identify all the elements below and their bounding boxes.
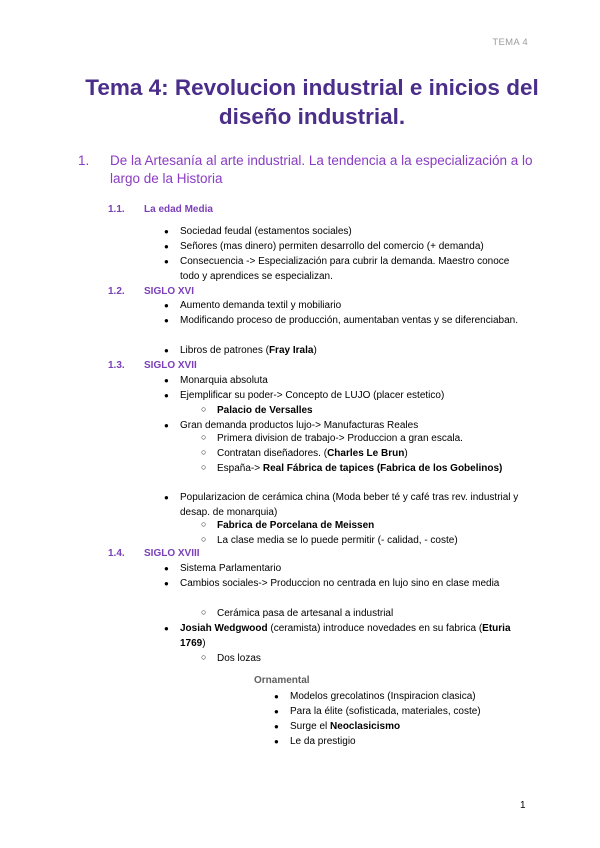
item-text: Popularizacion de cerámica china (Moda beber té y café tras rev. industrial y desap. de monarquia) <box>180 492 519 518</box>
item-text: España-> Real Fábrica de tapices (Fabrica de los Gobelinos) <box>217 463 503 474</box>
sub-list-item <box>201 606 517 621</box>
subsection-title: SIGLO XVII <box>144 360 197 371</box>
item-text: Le da prestigio <box>290 736 356 747</box>
bullet-marker: ● <box>164 493 169 502</box>
list-item <box>164 621 520 651</box>
item-text: Aumento demanda textil y mobiliario <box>180 300 342 311</box>
item-text: Dos lozas <box>217 653 261 664</box>
bullet-marker: ● <box>164 242 169 251</box>
list-item <box>274 719 520 734</box>
item-text: Modificando proceso de producción, aumentaban ventas y se diferenciaban. <box>180 315 518 326</box>
subsection-title: La edad Media <box>144 204 213 215</box>
list-item <box>164 224 520 239</box>
item-text: Josiah Wedgwood (ceramista) introduce novedades en su fabrica (Eturia 1769) <box>180 623 511 649</box>
section-text: De la Artesanía al arte industrial. La tendencia a la especialización a lo largo de la Historia <box>110 153 533 186</box>
item-text: Libros de patrones (Fray Irala) <box>180 345 317 356</box>
subsection-number: 1.3. <box>108 360 125 371</box>
item-text: Surge el Neoclasicismo <box>290 721 401 732</box>
item-text: Señores (mas dinero) permiten desarrollo del comercio (+ demanda) <box>180 241 484 252</box>
subsection-title: SIGLO XVI <box>144 286 195 297</box>
list-item <box>164 576 520 591</box>
circle-marker: ○ <box>201 534 207 544</box>
ornamental-heading: Ornamental <box>254 675 310 686</box>
bullet-marker: ● <box>164 257 169 266</box>
list-item <box>164 373 520 388</box>
list-item <box>164 343 520 358</box>
bullet-marker: ● <box>274 707 279 716</box>
sub-list-item <box>201 533 517 548</box>
list-item <box>164 490 520 520</box>
item-text: Palacio de Versalles <box>217 405 313 416</box>
subsection-number: 1.4. <box>108 548 125 559</box>
sub-list-item <box>201 446 517 461</box>
circle-marker: ○ <box>201 447 207 457</box>
circle-marker: ○ <box>201 519 207 529</box>
circle-marker: ○ <box>201 404 207 414</box>
item-text: Sociedad feudal (estamentos sociales) <box>180 226 352 237</box>
bullet-marker: ● <box>274 722 279 731</box>
header-tag: TEMA 4 <box>492 37 528 48</box>
list-item <box>164 254 520 284</box>
item-text: Primera division de trabajo-> Produccion a gran escala. <box>217 433 463 444</box>
item-text: Cerámica pasa de artesanal a industrial <box>217 608 394 619</box>
sub-list-item <box>201 403 517 418</box>
item-text: Ejemplificar su poder-> Concepto de LUJO (placer estetico) <box>180 390 445 401</box>
bullet-marker: ● <box>274 692 279 701</box>
list-item <box>164 239 520 254</box>
sub-list-item <box>201 431 517 446</box>
item-text: Fabrica de Porcelana de Meissen <box>217 520 375 531</box>
list-item <box>164 313 520 328</box>
item-text: Modelos grecolatinos (Inspiracion clasica) <box>290 691 476 702</box>
circle-marker: ○ <box>201 652 207 662</box>
subsection-title: SIGLO XVIII <box>144 548 200 559</box>
sub-list-item <box>201 518 517 533</box>
bullet-marker: ● <box>274 737 279 746</box>
bullet-marker: ● <box>164 391 169 400</box>
item-text: Monarquia absoluta <box>180 375 268 386</box>
sub-list-item <box>201 461 517 476</box>
circle-marker: ○ <box>201 432 207 442</box>
bullet-marker: ● <box>164 579 169 588</box>
item-text: Para la élite (sofisticada, materiales, coste) <box>290 706 481 717</box>
page-number: 1 <box>520 800 526 811</box>
bullet-marker: ● <box>164 564 169 573</box>
sub-list-item <box>201 651 517 666</box>
item-text: Cambios sociales-> Produccion no centrada en lujo sino en clase media <box>180 578 500 589</box>
list-item <box>274 689 520 704</box>
bullet-marker: ● <box>164 376 169 385</box>
circle-marker: ○ <box>201 462 207 472</box>
item-text: Contratan diseñadores. (Charles Le Brun) <box>217 448 408 459</box>
list-item <box>274 734 520 749</box>
section-number: 1. <box>78 153 90 168</box>
bullet-marker: ● <box>164 301 169 310</box>
item-text: Sistema Parlamentario <box>180 563 282 574</box>
bullet-marker: ● <box>164 421 169 430</box>
list-item <box>164 561 520 576</box>
item-text: La clase media se lo puede permitir (- calidad, - coste) <box>217 535 458 546</box>
bullet-marker: ● <box>164 316 169 325</box>
subsection-number: 1.2. <box>108 286 125 297</box>
circle-marker: ○ <box>201 607 207 617</box>
item-text: Consecuencia -> Especialización para cubrir la demanda. Maestro conoce todo y aprendices se especializan. <box>180 256 510 282</box>
list-item <box>274 704 520 719</box>
item-text: Gran demanda productos lujo-> Manufacturas Reales <box>180 420 419 431</box>
subsection-number: 1.1. <box>108 204 125 215</box>
page-title: Tema 4: Revolucion industrial e inicios del diseño industrial. <box>85 75 539 129</box>
list-item <box>164 388 520 403</box>
bullet-marker: ● <box>164 624 169 633</box>
bullet-marker: ● <box>164 227 169 236</box>
list-item <box>164 298 520 313</box>
bullet-marker: ● <box>164 346 169 355</box>
